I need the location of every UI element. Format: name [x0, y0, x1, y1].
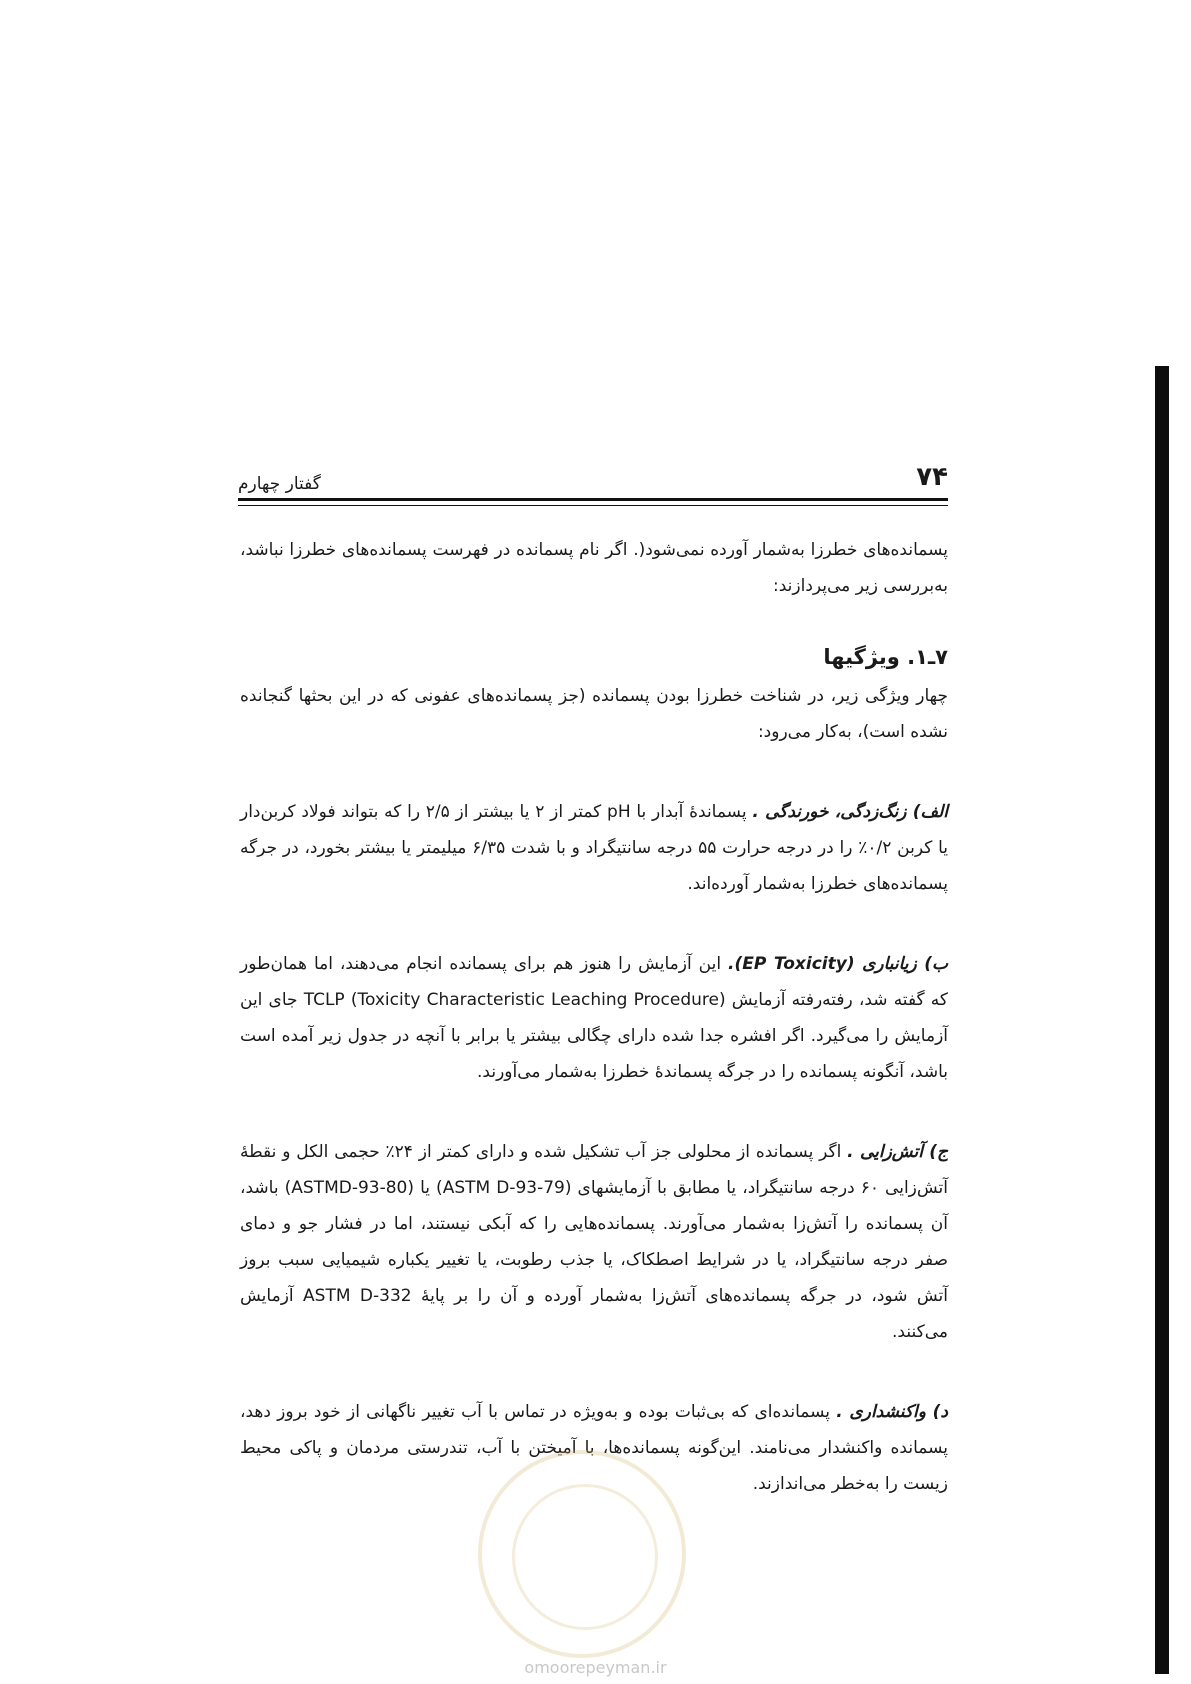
item-reactivity — [240, 1394, 948, 1502]
scan-edge-bar — [1155, 366, 1169, 1674]
watermark-url: omoorepeyman.ir — [524, 1658, 667, 1677]
page-header — [238, 460, 948, 500]
item-lead: الف) زنگ‌زدگی، خورندگی . — [752, 802, 949, 822]
item-toxicity — [240, 946, 948, 1090]
item-text: اگر پسمانده از محلولی جز آب تشکیل شده و دارای کمتر از ۲۴٪ حجمی الکل و نقطهٔ آتش‌زایی ۶۰ درجه سانتیگراد، یا مطابق با آزمایشهای (ASTM D-93-79) یا (ASTMD-93-80) باشد، آن پسمانده را آتش‌زا به‌شمار می‌آورند. پسمانده‌هایی را که آبکی نیستند، اما در فشار جو و دمای صفر درجه سانتیگراد، یا در شرایط اصطکاک، یا جذب رطوبت، یا تغییر یکباره شیمیایی سبب بروز آتش شود، در جرگه پسمانده‌های آتش‌زا به‌شمار آورده و آن را بر پایهٔ ASTM D-332 آزمایش می‌کنند. — [240, 1142, 949, 1342]
item-lead: ب) زیانباری (EP Toxicity). — [728, 954, 948, 974]
section-intro-paragraph: چهار ویژگی زیر، در شناخت خطرزا بودن پسمانده (جز پسمانده‌های عفونی که در این بحثها گنجانده نشده است)، به‌کار می‌رود: — [240, 686, 948, 742]
header-rule-thick — [238, 498, 948, 501]
item-ignitability — [240, 1134, 948, 1350]
page-body — [240, 532, 948, 1546]
item-text: پسمانده‌ای که بی‌ثبات بوده و به‌ویژه در تماس با آب تغییر ناگهانی از خود بروز دهد، پسمانده واکنشدار می‌نامند. این‌گونه پسمانده‌ها، با آمیختن با آب، تندرستی مردمان و پاکی محیط زیست را به‌خطر می‌اندازند. — [240, 1402, 948, 1494]
page-number: ۷۴ — [916, 462, 948, 492]
section-heading: ۷ـ۱. ویژگیها — [823, 645, 948, 669]
chapter-title: گفتار چهارم — [238, 474, 321, 494]
item-lead: ج) آتش‌زایی . — [847, 1142, 948, 1162]
intro-paragraph: پسمانده‌های خطرزا به‌شمار آورده نمی‌شود(. اگر نام پسمانده در فهرست پسمانده‌های خطرزا نباشد، به‌بررسی زیر می‌پردازند: — [240, 540, 948, 596]
item-text: این آزمایش را هنوز هم برای پسمانده انجام می‌دهند، اما همان‌طور که گفته شد، رفته‌رفته آزمایش TCLP (Toxicity Characteristic Leaching Procedure) جای این آزمایش را می‌گیرد. اگر افشره جدا شده دارای چگالی بیشتر یا برابر با آنچه در جدول زیر آمده است باشد، آنگونه پسمانده را در جرگه پسماندهٔ خطرزا به‌شمار می‌آورند. — [240, 954, 948, 1082]
header-rule-thin — [238, 505, 948, 506]
item-corrosivity — [240, 794, 948, 902]
item-lead: د) واکنشداری . — [836, 1402, 948, 1422]
item-text: پسماندهٔ آبدار با pH کمتر از ۲ یا بیشتر از ۲/۵ را که بتواند فولاد کربن‌دار یا کربن ۰/۲٪ را در درجه حرارت ۵۵ درجه سانتیگراد و با شدت ۶/۳۵ میلیمتر یا بیشتر بخورد، در جرگه پسمانده‌های خطرزا به‌شمار آورده‌اند. — [240, 802, 948, 894]
